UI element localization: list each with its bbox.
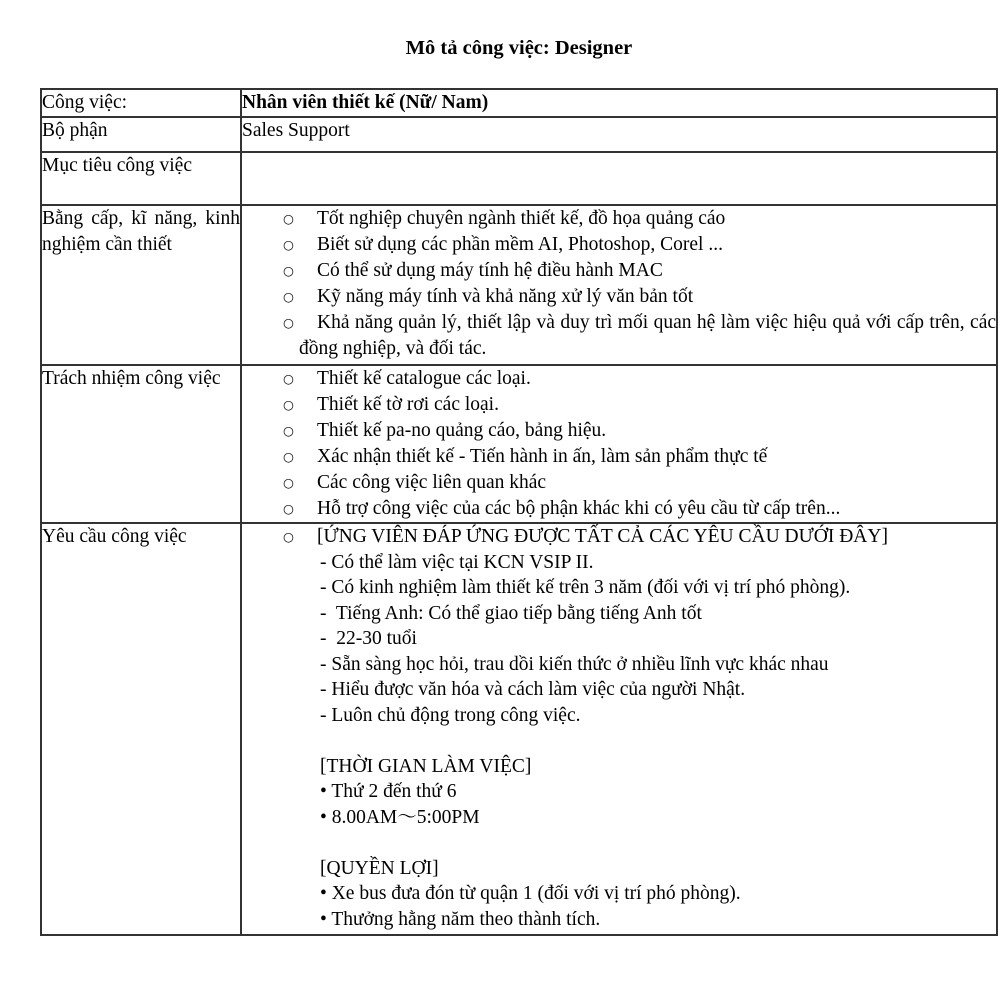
page-title: Mô tả công việc: Designer <box>405 37 633 59</box>
text-line: - Có thể làm việc tại KCN VSIP II. <box>320 551 594 573</box>
circle-bullet-icon: ○ <box>283 529 294 544</box>
department-row-value: Sales Support <box>241 117 997 152</box>
bullet-text: Xác nhận thiết kế - Tiến hành in ấn, làm sản phẩm thực tế <box>317 446 768 467</box>
bullet-list-item <box>242 444 996 470</box>
table-row-requirements <box>41 523 997 935</box>
table-row-responsibilities <box>41 365 997 523</box>
circle-bullet-icon: ○ <box>283 449 294 464</box>
bullet-text: Thiết kế tờ rơi các loại. <box>317 394 499 415</box>
text-line: • Xe bus đưa đón từ quận 1 (đối với vị trí phó phòng). <box>320 883 741 904</box>
table-row-qualifications <box>41 205 997 365</box>
bullet-list-item <box>242 258 996 284</box>
circle-bullet-icon: ○ <box>283 237 294 252</box>
bullet-list-item <box>242 524 996 550</box>
table-row-job <box>41 89 997 117</box>
bullet-list-item <box>242 232 996 258</box>
qualifications-row-label: Bằng cấp, kĩ năng, kinh nghiệm cần thiết <box>41 205 241 365</box>
text-line: - 22-30 tuổi <box>320 628 417 649</box>
circle-bullet-icon: ○ <box>283 423 294 438</box>
circle-bullet-icon: ○ <box>283 397 294 412</box>
text-line: • Thưởng hằng năm theo thành tích. <box>320 908 601 930</box>
responsibilities-row-label: Trách nhiệm công việc <box>41 365 241 523</box>
table-row-objective <box>41 152 997 205</box>
text-line: • 8.00AM～5:00PM <box>320 806 480 828</box>
text-line <box>242 830 996 856</box>
requirements-row-label: Yêu cầu công việc <box>41 523 241 935</box>
objective-row-value <box>241 152 997 205</box>
requirements-row-value <box>241 523 997 935</box>
circle-bullet-icon: ○ <box>283 263 294 278</box>
objective-row-label: Mục tiêu công việc <box>41 152 241 205</box>
job-description-table <box>40 88 998 936</box>
qualifications-bullet-list <box>242 206 996 362</box>
qualifications-row-value <box>241 205 997 365</box>
requirements-heading: [ỨNG VIÊN ĐÁP ỨNG ĐƯỢC TẤT CẢ CÁC YÊU CẦU DƯỚI ĐÂY] <box>317 526 888 547</box>
bullet-list-item <box>242 392 996 418</box>
bullet-list-item <box>242 366 996 392</box>
responsibilities-bullet-list <box>242 366 996 522</box>
responsibilities-row-value <box>241 365 997 523</box>
bullet-text: Thiết kế pa-no quảng cáo, bảng hiệu. <box>317 420 607 441</box>
text-line: [QUYỀN LỢI] <box>320 857 439 879</box>
circle-bullet-icon: ○ <box>283 289 294 304</box>
bullet-text: Biết sử dụng các phần mềm AI, Photoshop, Corel ... <box>317 234 723 255</box>
bullet-text: Tốt nghiệp chuyên ngành thiết kế, đồ họa quảng cáo <box>317 208 726 229</box>
circle-bullet-icon: ○ <box>283 475 294 490</box>
bullet-text: Các công việc liên quan khác <box>317 472 547 493</box>
text-line: - Có kinh nghiệm làm thiết kế trên 3 năm (đối với vị trí phó phòng). <box>320 577 851 598</box>
department-row-label: Bộ phận <box>41 117 241 152</box>
circle-bullet-icon: ○ <box>283 501 294 516</box>
bullet-list-item <box>242 496 996 522</box>
bullet-text: Kỹ năng máy tính và khả năng xử lý văn bản tốt <box>317 286 694 307</box>
bullet-text: Hỗ trợ công việc của các bộ phận khác khi có yêu cầu từ cấp trên... <box>317 498 841 519</box>
text-line: - Luôn chủ động trong công việc. <box>320 704 581 726</box>
bullet-text: Thiết kế catalogue các loại. <box>317 368 531 389</box>
bullet-list-item <box>242 310 996 362</box>
job-row-value: Nhân viên thiết kế (Nữ/ Nam) <box>241 89 997 117</box>
text-line: • Thứ 2 đến thứ 6 <box>320 781 457 802</box>
requirements-line-list <box>242 550 996 933</box>
bullet-text: Khả năng quản lý, thiết lập và duy trì mối quan hệ làm việc hiệu quả với cấp trên, các đồng nghiệp, và đối tác. <box>299 312 996 359</box>
bullet-text: Có thể sử dụng máy tính hệ điều hành MAC <box>317 260 663 281</box>
circle-bullet-icon: ○ <box>283 211 294 226</box>
text-line: - Tiếng Anh: Có thể giao tiếp bằng tiếng Anh tốt <box>320 602 702 624</box>
job-row-label: Công việc: <box>41 89 241 117</box>
text-line: [THỜI GIAN LÀM VIỆC] <box>320 755 532 777</box>
bullet-list-item <box>242 470 996 496</box>
bullet-list-item <box>242 284 996 310</box>
text-line: - Sẵn sàng học hỏi, trau dồi kiến thức ở nhiều lĩnh vực khác nhau <box>320 653 829 675</box>
bullet-list-item <box>242 206 996 232</box>
text-line <box>242 728 996 754</box>
text-line: - Hiểu được văn hóa và cách làm việc của người Nhật. <box>320 679 746 700</box>
bullet-list-item <box>242 418 996 444</box>
circle-bullet-icon: ○ <box>283 315 294 330</box>
circle-bullet-icon: ○ <box>283 371 294 386</box>
table-row-department <box>41 117 997 152</box>
